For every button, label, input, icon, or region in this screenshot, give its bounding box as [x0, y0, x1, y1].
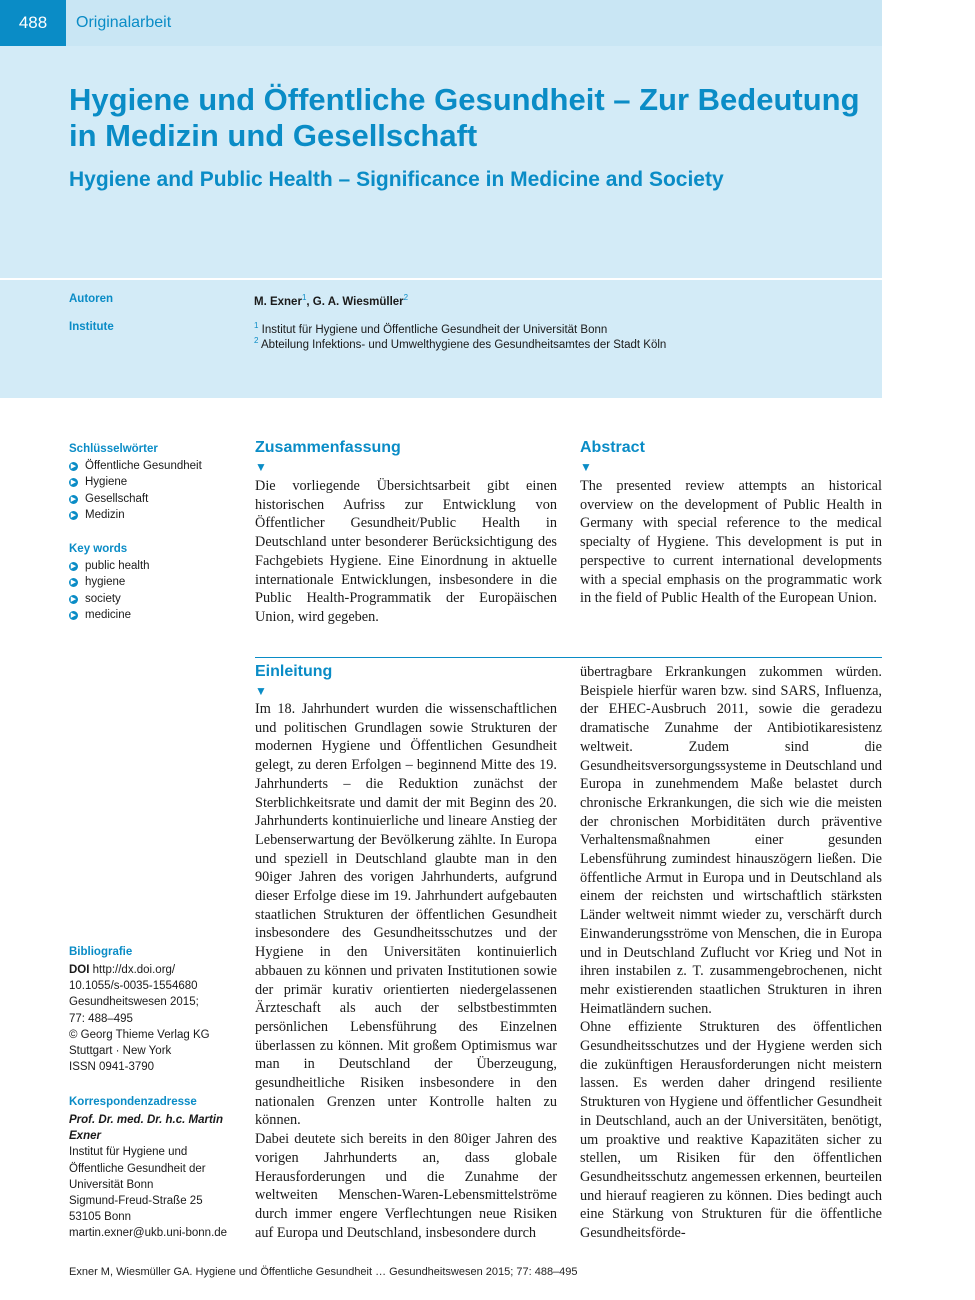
abstract-en-heading: Abstract [580, 439, 645, 456]
section-label: Originalarbeit [76, 14, 172, 31]
authors [254, 293, 408, 308]
corr-addr-line: Universität Bonn [69, 1178, 154, 1191]
author-1-affil: 1 [301, 293, 307, 302]
author-2: G. A. Wiesmüller [312, 295, 404, 308]
keyword-text: medicine [85, 609, 132, 622]
keyword-item [69, 458, 202, 474]
institute-2 [254, 336, 666, 351]
intro-column-2 [580, 663, 882, 1243]
institute-2-num: 2 [254, 336, 259, 345]
arrow-bullet-icon: ▶ [70, 495, 77, 503]
footer-citation: Exner M, Wiesmüller GA. Hygiene und Öffentliche Gesundheit … Gesundheitswesen 2015; 77: 488–495 [69, 1266, 578, 1278]
intro-paragraph: übertragbare Erkrankungen zukommen würden. Beispiele hierfür waren bzw. sind SARS, Influenza, der EHEC-Ausbruch 2011, sowie die geradezu dramatische Zunahme der Antibiotikaresistenz weltweit. Zudem sind die Gesundheitsversorgungssysteme in Deutschland und Europa in zunehmendem Maße belastet durch chronische Erkrankungen, die sich wie die meisten der chronischen Morbiditäten durch präventive Verhaltensmaßnahmen einer gesunden Lebensführung zumindest hinauszögern ließen. Die öffentliche Armut in Europa und in Deutschland als einem der reichsten und wirtschaftlich stärksten Länder weltweit nimmt wieder zu, verschärft durch Einwanderungsströme von Menschen, die in Europa und in Deutschland Zuflucht vor Krieg und Not in ihren instabilen z. T. zusammengebrochenen, nicht mehr existierenden staatlichen Strukturen in ihren Heimatländern suchen. [580, 664, 882, 1017]
authors-label: Autoren [69, 293, 114, 305]
keyword-text: Medizin [85, 509, 125, 522]
section-divider [255, 657, 882, 658]
journal-line1: Gesundheitswesen 2015; [69, 996, 199, 1009]
arrow-bullet-icon: ▶ [70, 595, 77, 603]
keyword-item [69, 591, 150, 607]
abstract-en-text [580, 477, 882, 608]
author-1: M. Exner [254, 295, 302, 308]
header-band [66, 0, 882, 46]
intro-paragraph: Im 18. Jahrhundert wurden die wissenschaftlichen und politischen Grundlagen sowie Strukturen der modernen Hygiene und Öffentlichen Gesundheit gelegt, zu deren Erfolgen – beginnend Mitte des 19. Jahrhunderts – die Reduktion zunächst der Sterblichkeitsrate und damit der mit Beginn des 20. Jahrhunderts kontinuierliche und lineare Anstieg der Lebenserwartung der Bevölkerung zählte. In Europa und speziell in Deutschland glaubte man in den 90iger Jahren des vorigen Jahrhunderts, aufgrund dieser Erfolge diese im 19. Jahrhundert aufgebauten staatlichen Strukturen der öffentlichen Gesundheit insbesondere des Gesundheitsschutzes und der Hygiene in den Universitäten kontinuierlich abbauen zu können und privaten Institutionen sowie der primär kurativ orientierten niedergelassenen Ärzteschaft als auch der selbstbestimmten persönlichen Lebensführung des Einzelnen überlassen zu können. Mit großem Optimismus war man in Deutschland der Überzeugung, gesundheitliche Risiken insbesondere in den nationalen Grenzen unter Kontrolle halten zu können. [255, 701, 557, 1129]
keyword-item [69, 558, 150, 574]
doi-label: DOI [69, 964, 90, 976]
institutes-label: Institute [69, 321, 114, 333]
keyword-text: society [85, 592, 121, 605]
issn: ISSN 0941-3790 [69, 1061, 155, 1074]
corr-addr-line: 53105 Bonn [69, 1211, 132, 1224]
article-title-de [69, 82, 874, 154]
institute-2-text: Abteilung Infektions- und Umwelthygiene des Gesundheitsamtes der Stadt Köln [261, 338, 667, 351]
corr-addr-line: Öffentliche Gesundheit der [69, 1162, 206, 1175]
intro-heading: Einleitung [255, 663, 333, 680]
keyword-item [69, 574, 150, 590]
title-panel [0, 46, 882, 278]
keyword-item [69, 607, 150, 623]
publisher: © Georg Thieme Verlag KG [69, 1028, 210, 1041]
abstract-de-paragraph: Die vorliegende Übersichtsarbeit gibt einen historischen Aufriss zur Entwicklung von Öffentlicher Gesundheit/Public Health in Deutschland unter besonderer Berücksichtigung des Fachgebiets Hygiene. Eine Einordnung in aktuelle internationale Entwicklungen, insbesondere in die Public Health-Programmatik der Europäischen Union, wird gegeben. [255, 478, 557, 625]
arrow-bullet-icon: ▶ [70, 511, 77, 519]
abstract-en-paragraph: The presented review attempts an historical overview on the development of Public Health in Germany with special reference to the medical specialty of Hygiene. This development is put in perspective to current international developments with a special emphasis on the programmatic work in the field of Public Health of the European Union. [580, 478, 882, 607]
keyword-item [69, 474, 202, 490]
bibliography [69, 962, 244, 1075]
keywords-de-heading: Schlüsselwörter [69, 443, 158, 455]
institute-1-num: 1 [254, 321, 259, 330]
keyword-text: public health [85, 560, 150, 572]
institute-1 [254, 321, 607, 336]
corr-email[interactable]: martin.exner@ukb.uni-bonn.de [69, 1227, 228, 1240]
corr-name-line2: Exner [69, 1130, 101, 1143]
corr-addr-line: Institut für Hygiene und [69, 1146, 188, 1159]
title-de-line1: Hygiene und Öffentliche Gesundheit – Zur Bedeutung [69, 82, 860, 117]
arrow-bullet-icon: ▶ [70, 562, 77, 570]
page-number: 488 [0, 0, 66, 46]
intro-column-1 [255, 700, 557, 1242]
keyword-text: Gesellschaft [85, 492, 149, 505]
correspondence-heading: Korrespondenzadresse [69, 1096, 197, 1108]
title-de-line2: in Medizin und Gesellschaft [69, 118, 478, 153]
corr-name-line1: Prof. Dr. med. Dr. h.c. Martin [69, 1114, 224, 1126]
intro-paragraph: Dabei deutete sich bereits in den 80iger Jahren des vorigen Jahrhunderts an, dass globale Herausforderungen und die Zunahme der weltweiten Menschen-Waren-Lebensmittelströme durch immer engere Verflechtungen neue Risiken auf Europa und Deutschland, insbesondere durch [255, 1131, 557, 1241]
corr-addr-line: Sigmund-Freud-Straße 25 [69, 1195, 203, 1208]
abstract-de-text [255, 477, 557, 627]
doi-line2[interactable]: 10.1055/s-0035-1554680 [69, 980, 198, 993]
correspondence-address [69, 1112, 244, 1242]
intro-paragraph: Ohne effiziente Strukturen des öffentlichen Gesundheitsschutzes und der Hygiene werden sich die zukünftigen Herausforderungen nicht meistern lassen. Es werden daher dringend resiliente Strukturen von Hygiene und öffentlicher Gesundheit in Deutschland, auch an der Universitäten, benötigt, um proaktive und reaktive Kapazitäten sicher zu stellen, um Risiken für den öffentlichen Gesundheitsschutz angemessen erkennen, beurteilen und hierauf reagieren zu können. Dies bedingt auch eine Stärkung von Strukturen für die öffentliche Gesundheitsförde- [580, 1019, 882, 1242]
arrow-bullet-icon: ▶ [70, 579, 77, 587]
article-title-en: Hygiene and Public Health – Significance in Medicine and Society [69, 168, 724, 191]
keyword-text: hygiene [85, 576, 126, 589]
bibliography-heading: Bibliografie [69, 946, 133, 958]
arrow-bullet-icon: ▶ [70, 462, 77, 470]
triangle-down-icon: ▼ [255, 684, 267, 698]
publisher-city: Stuttgart · New York [69, 1045, 172, 1058]
triangle-down-icon: ▼ [580, 460, 592, 474]
institute-1-text: Institut für Hygiene und Öffentliche Gesundheit der Universität Bonn [261, 323, 608, 336]
arrow-bullet-icon: ▶ [70, 611, 77, 619]
keyword-item [69, 491, 202, 507]
triangle-down-icon: ▼ [255, 460, 267, 474]
keywords-en-heading: Key words [69, 543, 128, 555]
doi-line1[interactable]: http://dx.doi.org/ [92, 964, 176, 976]
keyword-item [69, 507, 202, 523]
keyword-text: Hygiene [85, 476, 128, 489]
author-separator: , [306, 295, 313, 308]
arrow-bullet-icon: ▶ [70, 479, 77, 487]
keyword-text: Öffentliche Gesundheit [85, 460, 202, 472]
abstract-de-heading: Zusammenfassung [255, 439, 401, 456]
keywords-en-list [69, 558, 150, 624]
journal-line2: 77: 488–495 [69, 1012, 133, 1025]
keywords-de-list [69, 458, 202, 524]
author-2-affil: 2 [403, 293, 409, 302]
